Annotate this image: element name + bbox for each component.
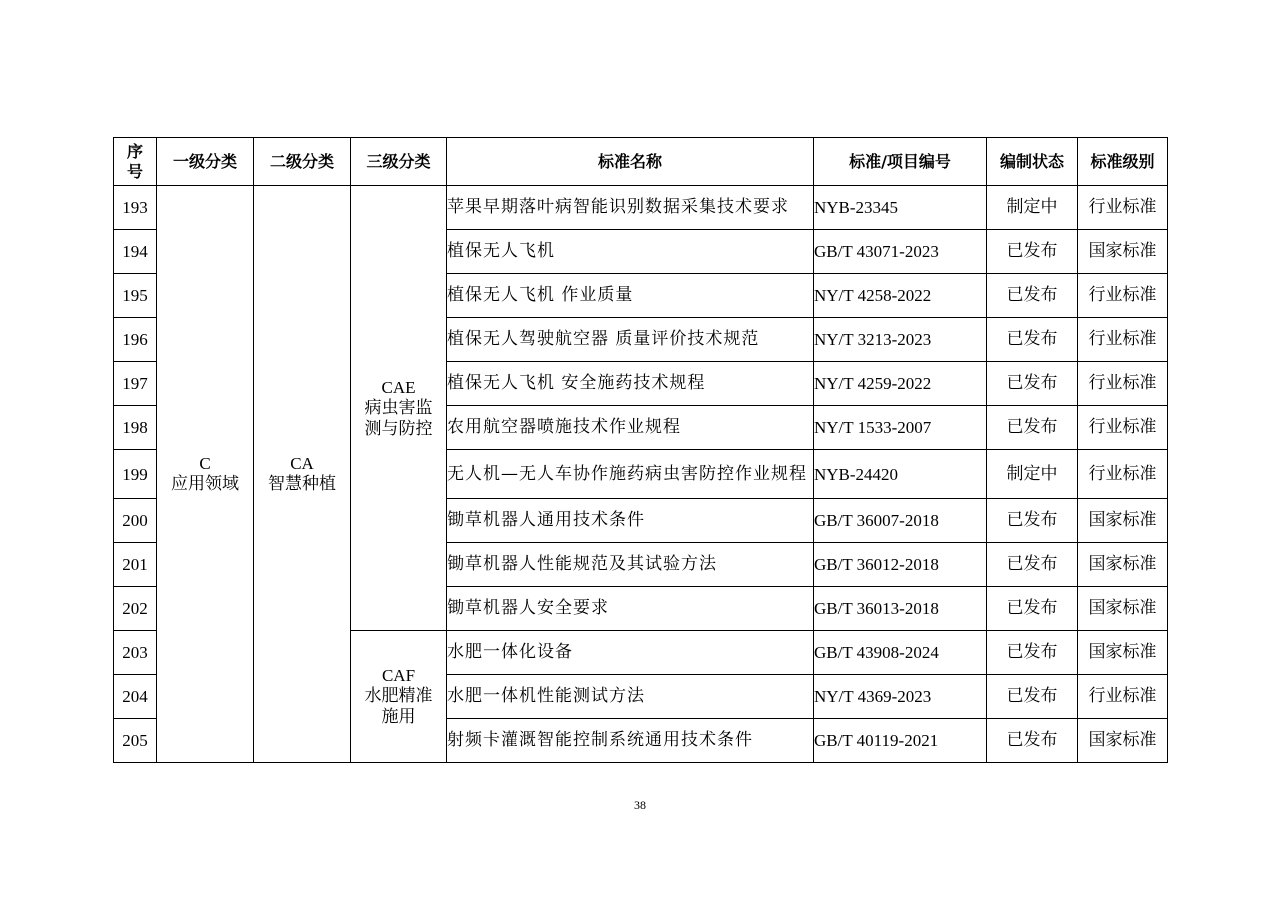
row-level: 行业标准 bbox=[1078, 186, 1168, 230]
level2-cell bbox=[254, 186, 351, 763]
row-status: 已发布 bbox=[987, 587, 1078, 631]
row-seq: 196 bbox=[114, 318, 157, 362]
row-level: 国家标准 bbox=[1078, 230, 1168, 274]
row-seq: 195 bbox=[114, 274, 157, 318]
header-status: 编制状态 bbox=[987, 138, 1078, 186]
row-status: 已发布 bbox=[987, 631, 1078, 675]
row-level: 国家标准 bbox=[1078, 499, 1168, 543]
level3-name-line2: 施用 bbox=[381, 707, 416, 727]
row-seq: 205 bbox=[114, 719, 157, 763]
row-code: GB/T 40119-2021 bbox=[814, 719, 987, 763]
row-level: 国家标准 bbox=[1078, 719, 1168, 763]
row-code: NY/T 4369-2023 bbox=[814, 675, 987, 719]
row-level: 国家标准 bbox=[1078, 543, 1168, 587]
row-code: NY/T 4258-2022 bbox=[814, 274, 987, 318]
row-status: 已发布 bbox=[987, 499, 1078, 543]
row-name: 植保无人飞机 作业质量 bbox=[447, 274, 814, 318]
row-code: GB/T 36007-2018 bbox=[814, 499, 987, 543]
row-code: NYB-24420 bbox=[814, 450, 987, 499]
page-number: 38 bbox=[634, 798, 646, 812]
row-status: 已发布 bbox=[987, 274, 1078, 318]
table-row bbox=[114, 186, 1168, 230]
row-seq: 201 bbox=[114, 543, 157, 587]
level3-code: CAF bbox=[381, 666, 416, 685]
row-name: 植保无人驾驶航空器 质量评价技术规范 bbox=[447, 318, 814, 362]
row-status: 已发布 bbox=[987, 719, 1078, 763]
level1-cell bbox=[157, 186, 254, 763]
row-seq: 200 bbox=[114, 499, 157, 543]
row-code: GB/T 36012-2018 bbox=[814, 543, 987, 587]
row-seq: 203 bbox=[114, 631, 157, 675]
row-level: 行业标准 bbox=[1078, 675, 1168, 719]
row-status: 已发布 bbox=[987, 675, 1078, 719]
row-seq: 193 bbox=[114, 186, 157, 230]
header-level3: 三级分类 bbox=[351, 138, 447, 186]
row-level: 行业标准 bbox=[1078, 362, 1168, 406]
row-name: 锄草机器人通用技术条件 bbox=[447, 499, 814, 543]
row-code: NY/T 1533-2007 bbox=[814, 406, 987, 450]
row-name: 锄草机器人安全要求 bbox=[447, 587, 814, 631]
row-level: 行业标准 bbox=[1078, 450, 1168, 499]
row-status: 已发布 bbox=[987, 362, 1078, 406]
level3-code: CAE bbox=[381, 377, 416, 397]
row-name: 苹果早期落叶病智能识别数据采集技术要求 bbox=[447, 186, 814, 230]
row-code: NY/T 4259-2022 bbox=[814, 362, 987, 406]
row-name: 植保无人飞机 安全施药技术规程 bbox=[447, 362, 814, 406]
row-status: 制定中 bbox=[987, 450, 1078, 499]
header-level: 标准级别 bbox=[1078, 138, 1168, 186]
row-status: 已发布 bbox=[987, 543, 1078, 587]
header-level2: 二级分类 bbox=[254, 138, 351, 186]
row-seq: 197 bbox=[114, 362, 157, 406]
row-name: 水肥一体机性能测试方法 bbox=[447, 675, 814, 719]
header-level1: 一级分类 bbox=[157, 138, 254, 186]
row-name: 农用航空器喷施技术作业规程 bbox=[447, 406, 814, 450]
row-status: 制定中 bbox=[987, 186, 1078, 230]
row-status: 已发布 bbox=[987, 230, 1078, 274]
header-code: 标准/项目编号 bbox=[814, 138, 987, 186]
level3-cell-caf bbox=[351, 631, 447, 763]
row-level: 行业标准 bbox=[1078, 318, 1168, 362]
row-seq: 204 bbox=[114, 675, 157, 719]
level2-code: CA bbox=[290, 454, 314, 473]
row-name: 水肥一体化设备 bbox=[447, 631, 814, 675]
row-code: GB/T 36013-2018 bbox=[814, 587, 987, 631]
row-seq: 199 bbox=[114, 450, 157, 499]
level3-name-line2: 测与防控 bbox=[364, 418, 433, 439]
row-code: NY/T 3213-2023 bbox=[814, 318, 987, 362]
standards-table bbox=[113, 137, 1168, 763]
row-seq: 198 bbox=[114, 406, 157, 450]
row-level: 国家标准 bbox=[1078, 631, 1168, 675]
level3-cell-cae bbox=[351, 186, 447, 631]
row-name: 植保无人飞机 bbox=[447, 230, 814, 274]
row-name: 锄草机器人性能规范及其试验方法 bbox=[447, 543, 814, 587]
row-status: 已发布 bbox=[987, 406, 1078, 450]
row-status: 已发布 bbox=[987, 318, 1078, 362]
row-level: 国家标准 bbox=[1078, 587, 1168, 631]
header-name: 标准名称 bbox=[447, 138, 814, 186]
row-name: 射频卡灌溉智能控制系统通用技术条件 bbox=[447, 719, 814, 763]
row-level: 行业标准 bbox=[1078, 274, 1168, 318]
row-name: 无人机—无人车协作施药病虫害防控作业规程 bbox=[447, 450, 814, 499]
row-seq: 202 bbox=[114, 587, 157, 631]
level1-code: C bbox=[199, 454, 211, 473]
row-seq: 194 bbox=[114, 230, 157, 274]
row-level: 行业标准 bbox=[1078, 406, 1168, 450]
level2-name: 智慧种植 bbox=[268, 474, 336, 494]
table-header-row bbox=[114, 138, 1168, 186]
row-code: GB/T 43908-2024 bbox=[814, 631, 987, 675]
level1-name: 应用领域 bbox=[171, 474, 239, 494]
level3-name-line1: 病虫害监 bbox=[364, 397, 433, 418]
row-code: NYB-23345 bbox=[814, 186, 987, 230]
row-code: GB/T 43071-2023 bbox=[814, 230, 987, 274]
level3-name-line1: 水肥精准 bbox=[364, 686, 433, 706]
header-seq: 序号 bbox=[114, 138, 157, 186]
